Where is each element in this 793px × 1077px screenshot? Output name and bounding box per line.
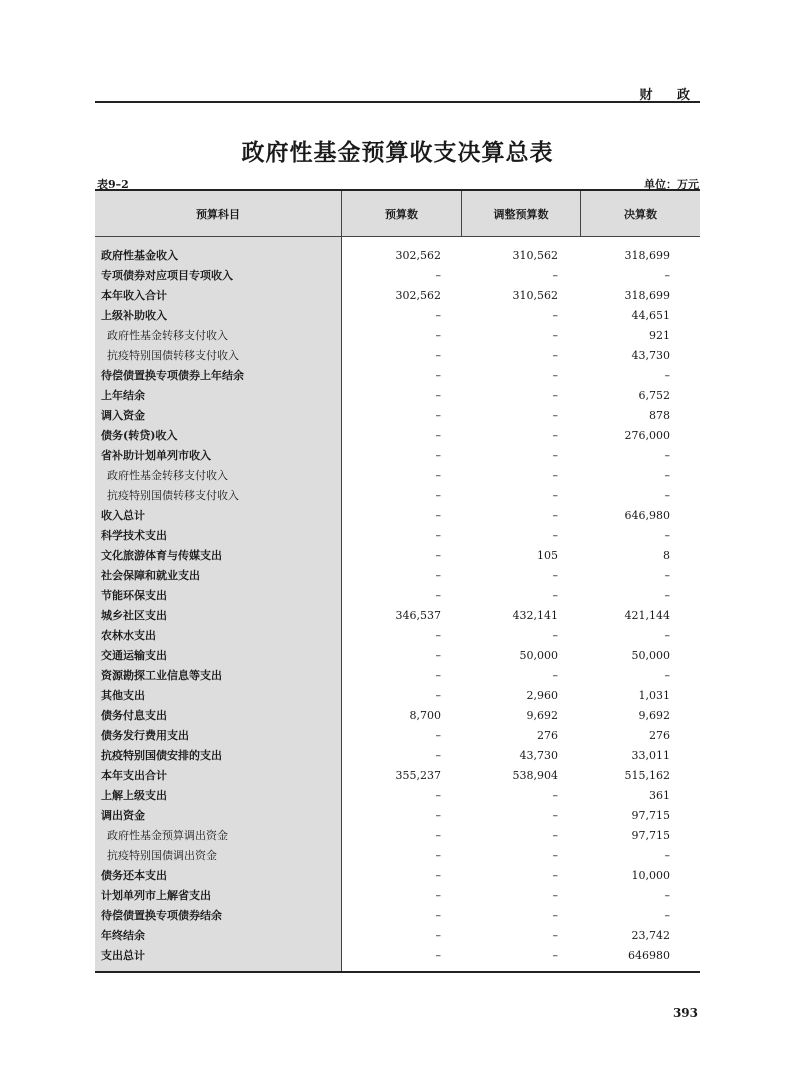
table-row xyxy=(95,865,700,885)
row-label: 债务付息支出 xyxy=(101,709,167,722)
row-label: 收入总计 xyxy=(101,509,145,522)
row-label: 农林水支出 xyxy=(101,629,156,642)
table-row xyxy=(95,805,700,825)
table-row xyxy=(95,885,700,905)
adjusted-budget-cell: – xyxy=(552,568,558,582)
row-label: 调出资金 xyxy=(101,809,145,822)
budget-cell: – xyxy=(435,808,441,822)
final-cell: 97,715 xyxy=(631,828,670,842)
table-row xyxy=(95,425,700,445)
row-label: 抗疫特别国债转移支付收入 xyxy=(107,349,239,362)
row-label: 资源勘探工业信息等支出 xyxy=(101,669,222,682)
row-label: 省补助计划单列市收入 xyxy=(101,449,211,462)
budget-cell: – xyxy=(435,348,441,362)
table-row xyxy=(95,325,700,345)
table-row xyxy=(95,925,700,945)
adjusted-budget-cell: – xyxy=(552,828,558,842)
row-label: 待偿债置换专项债券上年结余 xyxy=(101,369,244,382)
final-cell: – xyxy=(664,848,670,862)
adjusted-budget-cell: – xyxy=(552,468,558,482)
adjusted-budget-cell: – xyxy=(552,488,558,502)
adjusted-budget-cell: – xyxy=(552,508,558,522)
column-header-adjusted: 调整预算数 xyxy=(461,191,580,236)
table-row xyxy=(95,645,700,665)
row-label: 上解上级支出 xyxy=(101,789,167,802)
budget-cell: – xyxy=(435,948,441,962)
final-cell: 8 xyxy=(663,548,670,562)
final-cell: – xyxy=(664,908,670,922)
adjusted-budget-cell: – xyxy=(552,428,558,442)
budget-cell: – xyxy=(435,268,441,282)
budget-cell: – xyxy=(435,788,441,802)
adjusted-budget-cell: – xyxy=(552,388,558,402)
adjusted-budget-cell: 538,904 xyxy=(512,768,558,782)
row-label: 计划单列市上解省支出 xyxy=(101,889,211,902)
page-number: 393 xyxy=(672,1006,698,1020)
table-row xyxy=(95,525,700,545)
table-row xyxy=(95,385,700,405)
row-label: 债务发行费用支出 xyxy=(101,729,189,742)
row-label: 抗疫特别国债调出资金 xyxy=(107,849,217,862)
table-row xyxy=(95,285,700,305)
adjusted-budget-cell: 310,562 xyxy=(512,248,558,262)
final-cell: 6,752 xyxy=(638,388,670,402)
table-row xyxy=(95,905,700,925)
final-cell: 646,980 xyxy=(624,508,670,522)
adjusted-budget-cell: – xyxy=(552,408,558,422)
budget-cell: – xyxy=(435,828,441,842)
row-label: 本年收入合计 xyxy=(101,289,167,302)
final-cell: 33,011 xyxy=(631,748,670,762)
row-label: 专项债券对应项目专项收入 xyxy=(101,269,233,282)
column-header-subject: 预算科目 xyxy=(196,207,240,221)
table-row xyxy=(95,445,700,465)
table-row xyxy=(95,505,700,525)
adjusted-budget-cell: 43,730 xyxy=(519,748,558,762)
row-label: 调入资金 xyxy=(101,409,145,422)
adjusted-budget-cell: – xyxy=(552,368,558,382)
adjusted-budget-cell: – xyxy=(552,948,558,962)
table-row xyxy=(95,465,700,485)
budget-cell: – xyxy=(435,568,441,582)
final-cell: 361 xyxy=(649,788,670,802)
adjusted-budget-cell: – xyxy=(552,268,558,282)
adjusted-budget-cell: 310,562 xyxy=(512,288,558,302)
final-cell: 276 xyxy=(649,728,670,742)
table-row xyxy=(95,845,700,865)
budget-cell: – xyxy=(435,868,441,882)
unit-label: 单位：万元 xyxy=(644,178,699,191)
row-label: 科学技术支出 xyxy=(101,529,167,542)
final-cell: 421,144 xyxy=(624,608,670,622)
budget-cell: – xyxy=(435,628,441,642)
table-header xyxy=(95,191,700,236)
final-cell: – xyxy=(664,368,670,382)
table-row xyxy=(95,705,700,725)
row-label: 文化旅游体育与传媒支出 xyxy=(101,549,222,562)
table-row xyxy=(95,545,700,565)
final-cell: 43,730 xyxy=(631,348,670,362)
adjusted-budget-cell: – xyxy=(552,668,558,682)
row-label: 其他支出 xyxy=(101,689,145,702)
final-cell: – xyxy=(664,268,670,282)
page-title: 政府性基金预算收支决算总表 xyxy=(241,139,554,166)
final-cell: – xyxy=(664,668,670,682)
table-row xyxy=(95,625,700,645)
table-row xyxy=(95,825,700,845)
row-label: 年终结余 xyxy=(101,929,145,942)
table-row xyxy=(95,725,700,745)
budget-cell: 302,562 xyxy=(395,248,441,262)
adjusted-budget-cell: – xyxy=(552,528,558,542)
final-cell: 276,000 xyxy=(624,428,670,442)
final-cell: 9,692 xyxy=(638,708,670,722)
table-row xyxy=(95,485,700,505)
adjusted-budget-cell: – xyxy=(552,588,558,602)
adjusted-budget-cell: 105 xyxy=(537,548,558,562)
adjusted-budget-cell: 9,692 xyxy=(526,708,558,722)
table-row xyxy=(95,265,700,285)
row-label: 社会保障和就业支出 xyxy=(101,569,200,582)
table-row xyxy=(95,585,700,605)
table-row xyxy=(95,345,700,365)
row-label: 交通运输支出 xyxy=(101,649,167,662)
table-row xyxy=(95,405,700,425)
final-cell: – xyxy=(664,588,670,602)
row-label: 支出总计 xyxy=(101,949,145,962)
table-body xyxy=(95,237,700,971)
row-label: 城乡社区支出 xyxy=(101,609,167,622)
final-cell: 515,162 xyxy=(624,768,670,782)
final-cell: – xyxy=(664,488,670,502)
budget-cell: – xyxy=(435,688,441,702)
budget-cell: – xyxy=(435,668,441,682)
adjusted-budget-cell: 2,960 xyxy=(526,688,558,702)
budget-cell: – xyxy=(435,728,441,742)
table-row xyxy=(95,765,700,785)
final-cell: 44,651 xyxy=(631,308,670,322)
row-label: 待偿债置换专项债券结余 xyxy=(101,909,222,922)
budget-cell: – xyxy=(435,508,441,522)
final-cell: – xyxy=(664,528,670,542)
table-row xyxy=(95,785,700,805)
budget-cell: 355,237 xyxy=(395,768,441,782)
table-row xyxy=(95,305,700,325)
budget-cell: – xyxy=(435,368,441,382)
table-row xyxy=(95,945,700,965)
row-label: 节能环保支出 xyxy=(101,589,167,602)
final-cell: 646980 xyxy=(628,948,670,962)
adjusted-budget-cell: 50,000 xyxy=(519,648,558,662)
final-cell: – xyxy=(664,568,670,582)
adjusted-budget-cell: – xyxy=(552,868,558,882)
budget-cell: – xyxy=(435,468,441,482)
row-label: 抗疫特别国债转移支付收入 xyxy=(107,489,239,502)
budget-cell: – xyxy=(435,928,441,942)
budget-cell: 346,537 xyxy=(395,608,441,622)
table-row xyxy=(95,605,700,625)
row-label: 上级补助收入 xyxy=(101,309,167,322)
final-cell: 50,000 xyxy=(631,648,670,662)
final-cell: – xyxy=(664,628,670,642)
row-label: 政府性基金转移支付收入 xyxy=(107,329,228,342)
adjusted-budget-cell: – xyxy=(552,908,558,922)
final-cell: 921 xyxy=(649,328,670,342)
column-header-budget: 预算数 xyxy=(341,191,461,236)
table-row xyxy=(95,245,700,265)
adjusted-budget-cell: – xyxy=(552,928,558,942)
budget-cell: 302,562 xyxy=(395,288,441,302)
budget-cell: – xyxy=(435,408,441,422)
row-label: 本年支出合计 xyxy=(101,769,167,782)
budget-cell: – xyxy=(435,648,441,662)
final-cell: 23,742 xyxy=(631,928,670,942)
final-cell: 97,715 xyxy=(631,808,670,822)
final-cell: 10,000 xyxy=(631,868,670,882)
final-cell: – xyxy=(664,448,670,462)
row-label: 债务还本支出 xyxy=(101,869,167,882)
adjusted-budget-cell: 276 xyxy=(537,728,558,742)
budget-cell: – xyxy=(435,848,441,862)
table-row xyxy=(95,665,700,685)
budget-cell: – xyxy=(435,308,441,322)
table-number: 表9–2 xyxy=(97,178,129,191)
row-label: 政府性基金转移支付收入 xyxy=(107,469,228,482)
budget-cell: – xyxy=(435,748,441,762)
final-cell: 318,699 xyxy=(624,288,670,302)
table-row xyxy=(95,565,700,585)
budget-cell: – xyxy=(435,588,441,602)
row-label: 政府性基金收入 xyxy=(101,249,178,262)
budget-cell: – xyxy=(435,888,441,902)
adjusted-budget-cell: – xyxy=(552,628,558,642)
adjusted-budget-cell: – xyxy=(552,888,558,902)
table-rows xyxy=(95,245,700,965)
budget-cell: – xyxy=(435,488,441,502)
running-header: 财 政 xyxy=(639,88,700,103)
final-cell: – xyxy=(664,468,670,482)
budget-cell: 8,700 xyxy=(409,708,441,722)
table-row xyxy=(95,685,700,705)
row-label: 上年结余 xyxy=(101,389,145,402)
adjusted-budget-cell: – xyxy=(552,308,558,322)
budget-cell: – xyxy=(435,448,441,462)
final-cell: 1,031 xyxy=(638,688,670,702)
table-row xyxy=(95,365,700,385)
row-label: 抗疫特别国债安排的支出 xyxy=(101,749,222,762)
budget-cell: – xyxy=(435,328,441,342)
adjusted-budget-cell: 432,141 xyxy=(512,608,558,622)
budget-cell: – xyxy=(435,388,441,402)
adjusted-budget-cell: – xyxy=(552,788,558,802)
budget-cell: – xyxy=(435,428,441,442)
row-label: 政府性基金预算调出资金 xyxy=(107,829,228,842)
row-label: 债务(转贷)收入 xyxy=(101,429,178,442)
final-cell: 318,699 xyxy=(624,248,670,262)
adjusted-budget-cell: – xyxy=(552,448,558,462)
adjusted-budget-cell: – xyxy=(552,348,558,362)
adjusted-budget-cell: – xyxy=(552,848,558,862)
budget-cell: – xyxy=(435,908,441,922)
budget-cell: – xyxy=(435,528,441,542)
final-cell: – xyxy=(664,888,670,902)
table-bottom-rule xyxy=(95,971,700,973)
table-row xyxy=(95,745,700,765)
column-header-final: 决算数 xyxy=(580,191,700,236)
header-rule xyxy=(95,101,700,103)
adjusted-budget-cell: – xyxy=(552,328,558,342)
adjusted-budget-cell: – xyxy=(552,808,558,822)
final-cell: 878 xyxy=(649,408,670,422)
budget-cell: – xyxy=(435,548,441,562)
